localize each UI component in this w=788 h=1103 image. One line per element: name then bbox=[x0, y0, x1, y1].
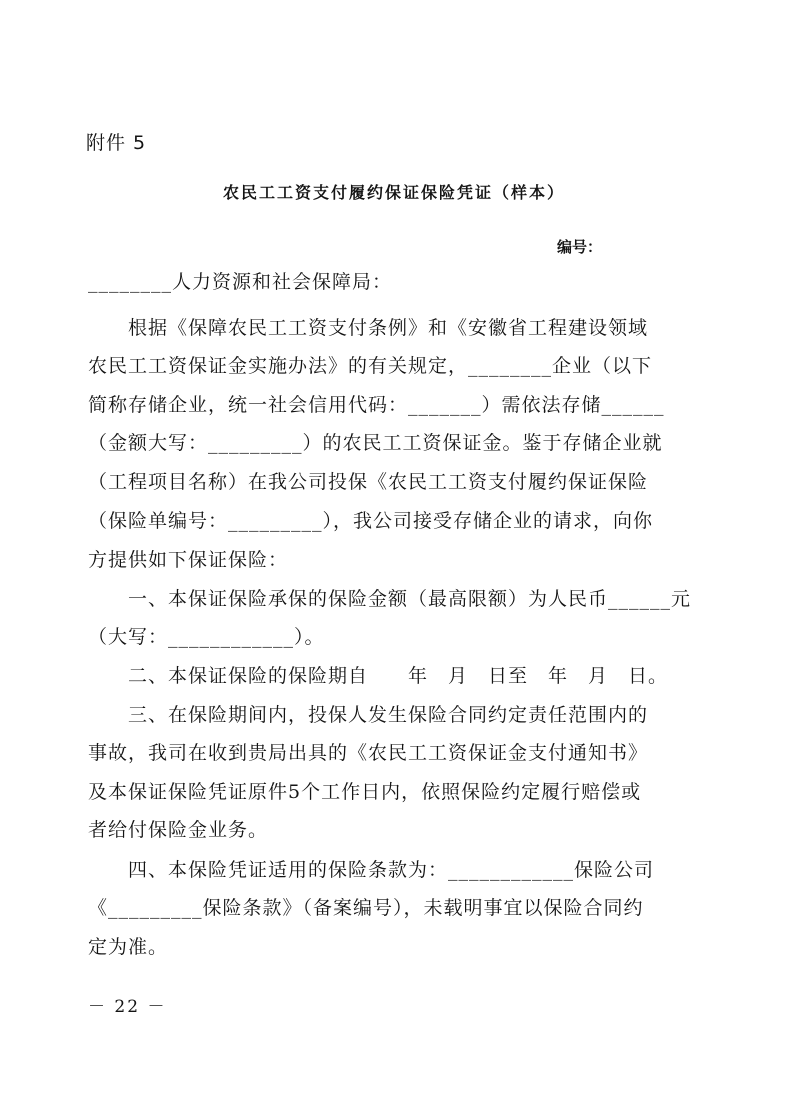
body-line: 者给付保险金业务。 bbox=[88, 819, 269, 841]
body-line: 农民工工资保证金实施办法》的有关规定，________企业（以下 bbox=[88, 355, 653, 377]
body-line: （金额大写：_________）的农民工工资保证金。鉴于存储企业就 bbox=[88, 432, 663, 454]
body-line: 《_________保险条款》（备案编号），未载明事宜以保险合同约 bbox=[88, 897, 644, 919]
clause-one-line: 一、本保证保险承保的保险金额（最高限额）为人民币______元 bbox=[88, 588, 692, 610]
clause-three-line: 三、在保险期间内，投保人发生保险合同约定责任范围内的 bbox=[88, 704, 649, 726]
body-line: 根据《保障农民工工资支付条例》和《安徽省工程建设领域 bbox=[88, 317, 649, 339]
body-line: （工程项目名称）在我公司投保《农民工工资支付履约保证保险 bbox=[88, 471, 649, 493]
clause-two-line: 二、本保证保险的保险期自 年 月 日至 年 月 日。 bbox=[88, 665, 669, 687]
body-line: 简称存储企业，统一社会信用代码：_______）需依法存储______ bbox=[88, 394, 665, 416]
body-line: 及本保证保险凭证原件5个工作日内，依照保险约定履行赔偿或 bbox=[88, 781, 642, 803]
page-number: － 22 － bbox=[88, 997, 167, 1017]
body-line: （大写：____________）。 bbox=[88, 626, 325, 648]
number-label: 编号： bbox=[557, 238, 603, 256]
body-line: 方提供如下保证保险： bbox=[88, 549, 289, 571]
document-title: 农民工工资支付履约保证保险凭证（样本） bbox=[222, 183, 565, 202]
body-line: 事故，我司在收到贵局出具的《农民工工资保证金支付通知书》 bbox=[88, 742, 649, 764]
attachment-label: 附件 5 bbox=[86, 132, 147, 154]
body-line: （保险单编号：_________），我公司接受存储企业的请求，向你 bbox=[88, 510, 654, 532]
body-line: 定为准。 bbox=[88, 936, 169, 958]
clause-four-line: 四、本保险凭证适用的保险条款为：____________保险公司 bbox=[88, 859, 655, 881]
addressee-line: ________人力资源和社会保障局： bbox=[88, 271, 393, 293]
